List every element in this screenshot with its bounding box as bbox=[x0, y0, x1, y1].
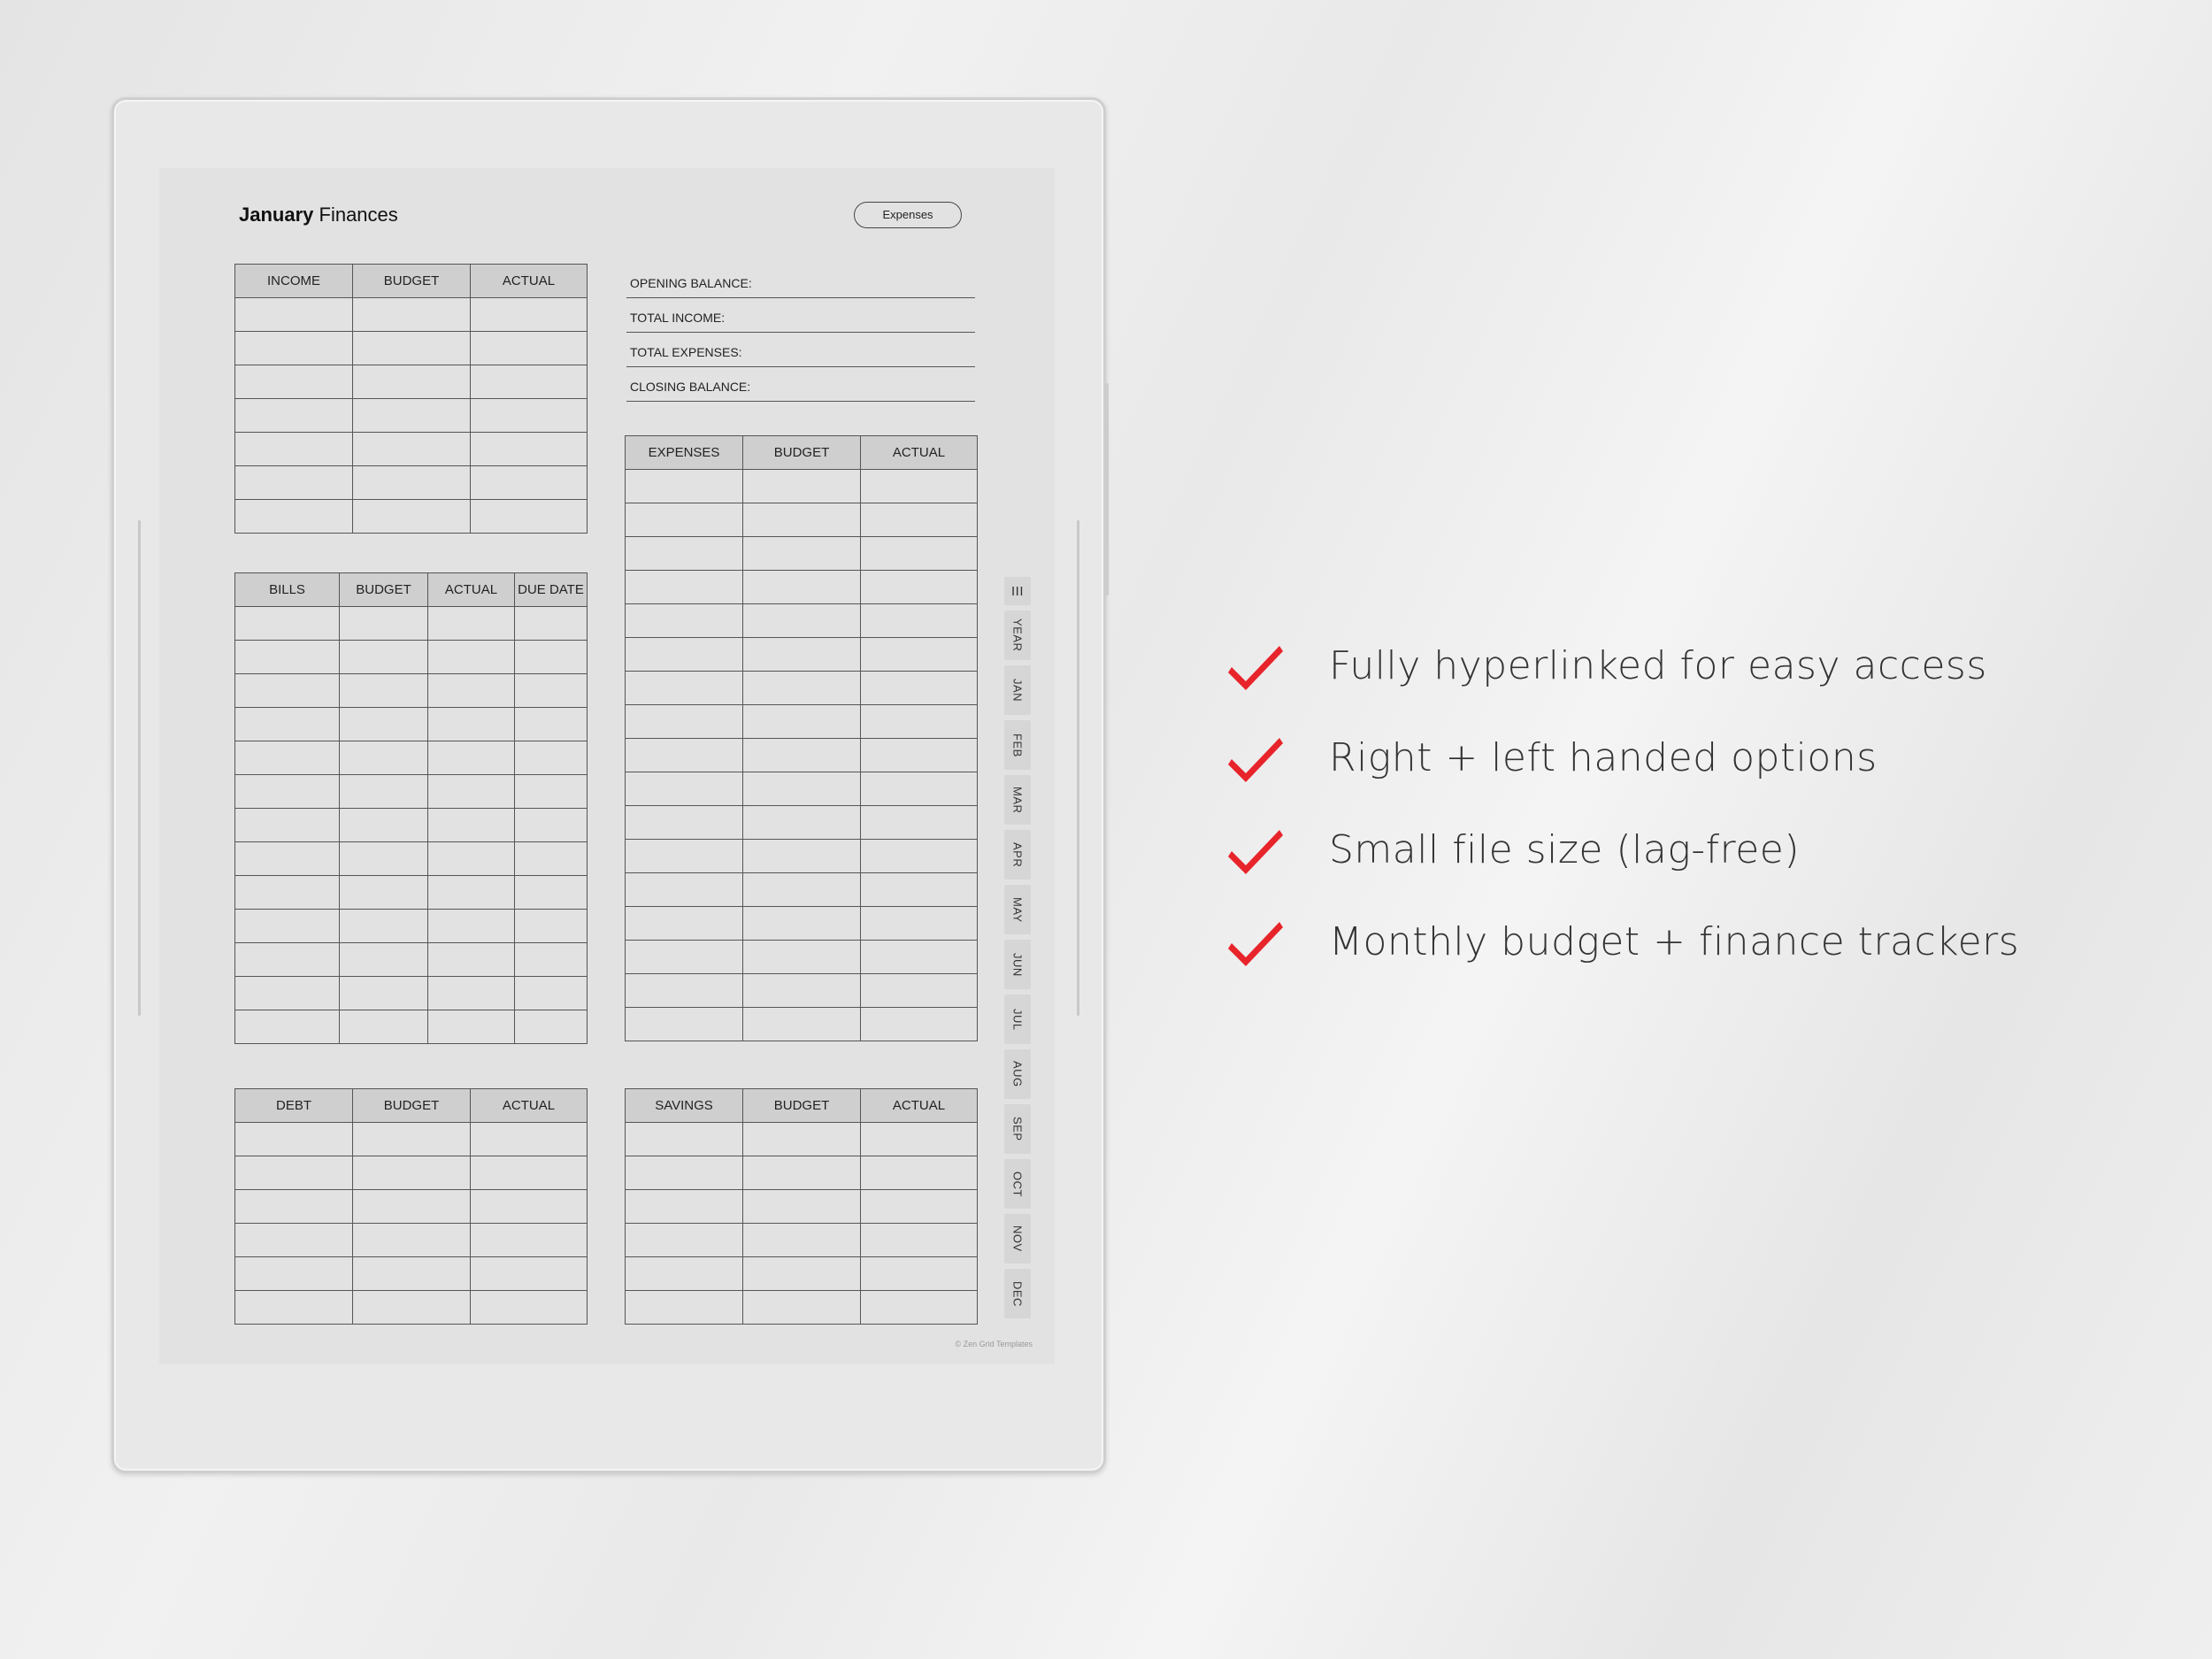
entry-cell[interactable] bbox=[626, 571, 743, 604]
table-row bbox=[626, 840, 978, 873]
month-tab-oct[interactable] bbox=[1004, 1159, 1031, 1209]
entry-cell[interactable] bbox=[471, 332, 588, 365]
planner-page bbox=[159, 168, 1055, 1364]
entry-cell[interactable] bbox=[626, 772, 743, 806]
tab-label: OCT bbox=[1010, 1171, 1025, 1197]
entry-cell[interactable] bbox=[471, 1156, 588, 1190]
entry-cell[interactable] bbox=[626, 1190, 743, 1224]
entry-cell[interactable] bbox=[235, 1291, 353, 1325]
entry-cell[interactable] bbox=[626, 873, 743, 907]
tab-label: MAY bbox=[1010, 896, 1025, 923]
entry-cell[interactable] bbox=[340, 910, 428, 943]
month-tab-jul[interactable] bbox=[1004, 995, 1031, 1044]
feature-item bbox=[1228, 711, 2019, 803]
entry-cell[interactable] bbox=[353, 1257, 471, 1291]
entry-cell[interactable] bbox=[743, 840, 861, 873]
entry-cell[interactable] bbox=[861, 537, 978, 571]
table-row bbox=[235, 708, 588, 741]
table-row bbox=[626, 907, 978, 941]
entry-cell[interactable] bbox=[626, 604, 743, 638]
feature-text: Small file size (lag-free) bbox=[1329, 826, 1801, 872]
entry-cell[interactable] bbox=[861, 672, 978, 705]
entry-cell[interactable] bbox=[626, 470, 743, 503]
tab-label: DEC bbox=[1010, 1280, 1025, 1307]
entry-cell[interactable] bbox=[235, 641, 340, 674]
table-row bbox=[626, 537, 978, 571]
entry-cell[interactable] bbox=[353, 332, 471, 365]
entry-cell[interactable] bbox=[743, 873, 861, 907]
entry-cell[interactable] bbox=[626, 840, 743, 873]
table-row bbox=[235, 977, 588, 1010]
entry-cell[interactable] bbox=[340, 842, 428, 876]
device-edge-right bbox=[1077, 520, 1079, 1016]
table-row bbox=[626, 806, 978, 840]
entry-cell[interactable] bbox=[235, 1257, 353, 1291]
entry-cell[interactable] bbox=[235, 775, 340, 809]
entry-cell[interactable] bbox=[861, 907, 978, 941]
entry-cell[interactable] bbox=[235, 466, 353, 500]
table-row bbox=[626, 604, 978, 638]
entry-cell[interactable] bbox=[861, 873, 978, 907]
entry-cell[interactable] bbox=[743, 571, 861, 604]
entry-cell[interactable] bbox=[626, 941, 743, 974]
column-header: BUDGET bbox=[743, 1089, 861, 1123]
tab-label: FEB bbox=[1010, 733, 1025, 757]
entry-cell[interactable] bbox=[626, 1123, 743, 1156]
entry-cell[interactable] bbox=[428, 674, 515, 708]
entry-cell[interactable] bbox=[235, 1156, 353, 1190]
entry-cell[interactable] bbox=[626, 974, 743, 1008]
entry-cell[interactable] bbox=[353, 1224, 471, 1257]
entry-cell[interactable] bbox=[471, 1190, 588, 1224]
device-edge-left bbox=[138, 520, 141, 1016]
income-table bbox=[234, 264, 588, 534]
entry-cell[interactable] bbox=[861, 503, 978, 537]
month-tab-nov[interactable] bbox=[1004, 1214, 1031, 1263]
table-row bbox=[626, 1291, 978, 1325]
checkmark-icon bbox=[1228, 733, 1283, 782]
month-tab-mar[interactable] bbox=[1004, 775, 1031, 825]
entry-cell[interactable] bbox=[861, 1224, 978, 1257]
entry-cell[interactable] bbox=[428, 842, 515, 876]
entry-cell[interactable] bbox=[428, 775, 515, 809]
column-header: SAVINGS bbox=[626, 1089, 743, 1123]
entry-cell[interactable] bbox=[743, 1190, 861, 1224]
table-row bbox=[235, 607, 588, 641]
entry-cell[interactable] bbox=[235, 365, 353, 399]
checkmark-icon bbox=[1228, 641, 1283, 690]
entry-cell[interactable] bbox=[340, 977, 428, 1010]
entry-cell[interactable] bbox=[515, 977, 588, 1010]
entry-cell[interactable] bbox=[861, 604, 978, 638]
month-tab-dec[interactable] bbox=[1004, 1269, 1031, 1318]
entry-cell[interactable] bbox=[743, 1123, 861, 1156]
entry-cell[interactable] bbox=[471, 1224, 588, 1257]
entry-cell[interactable] bbox=[235, 500, 353, 534]
table-row bbox=[626, 772, 978, 806]
entry-cell[interactable] bbox=[353, 399, 471, 433]
entry-cell[interactable] bbox=[861, 840, 978, 873]
entry-cell[interactable] bbox=[861, 1190, 978, 1224]
entry-cell[interactable] bbox=[626, 907, 743, 941]
table-row bbox=[235, 674, 588, 708]
entry-cell[interactable] bbox=[515, 708, 588, 741]
entry-cell[interactable] bbox=[235, 910, 340, 943]
feature-item bbox=[1228, 895, 2019, 987]
entry-cell[interactable] bbox=[626, 806, 743, 840]
table-row bbox=[626, 705, 978, 739]
checkmark-icon bbox=[1228, 825, 1283, 874]
entry-cell[interactable] bbox=[861, 739, 978, 772]
device-side-button bbox=[1104, 383, 1109, 595]
entry-cell[interactable] bbox=[471, 298, 588, 332]
tab-label: JUL bbox=[1010, 1008, 1025, 1031]
table-row bbox=[235, 298, 588, 332]
table-row bbox=[235, 466, 588, 500]
table-row bbox=[235, 399, 588, 433]
entry-cell[interactable] bbox=[353, 1156, 471, 1190]
entry-cell[interactable] bbox=[235, 1123, 353, 1156]
entry-cell[interactable] bbox=[235, 399, 353, 433]
month-tabs bbox=[1004, 577, 1033, 1324]
column-header: INCOME bbox=[235, 265, 353, 298]
entry-cell[interactable] bbox=[743, 470, 861, 503]
balance-row[interactable]: CLOSING BALANCE: bbox=[626, 367, 975, 402]
entry-cell[interactable] bbox=[340, 641, 428, 674]
entry-cell[interactable] bbox=[626, 503, 743, 537]
entry-cell[interactable] bbox=[626, 1257, 743, 1291]
table-row bbox=[235, 365, 588, 399]
table-row bbox=[626, 1257, 978, 1291]
table-row bbox=[626, 1190, 978, 1224]
table-row bbox=[626, 470, 978, 503]
tab-label: YEAR bbox=[1010, 618, 1025, 652]
entry-cell[interactable] bbox=[861, 772, 978, 806]
savings-table bbox=[625, 1088, 978, 1325]
feature-text: Fully hyperlinked for easy access bbox=[1329, 642, 1987, 688]
balance-row[interactable]: OPENING BALANCE: bbox=[626, 264, 975, 298]
entry-cell[interactable] bbox=[235, 1010, 340, 1044]
entry-cell[interactable] bbox=[743, 974, 861, 1008]
table-row bbox=[626, 974, 978, 1008]
entry-cell[interactable] bbox=[353, 500, 471, 534]
table-row bbox=[235, 1190, 588, 1224]
entry-cell[interactable] bbox=[743, 806, 861, 840]
tab-label: JUN bbox=[1010, 952, 1025, 977]
feature-item bbox=[1228, 803, 2019, 895]
month-tab-may[interactable] bbox=[1004, 885, 1031, 934]
table-row bbox=[235, 332, 588, 365]
tab-label: III bbox=[1010, 583, 1024, 599]
entry-cell[interactable] bbox=[353, 365, 471, 399]
entry-cell[interactable] bbox=[743, 1156, 861, 1190]
month-tab-jun[interactable] bbox=[1004, 940, 1031, 989]
entry-cell[interactable] bbox=[743, 1291, 861, 1325]
entry-cell[interactable] bbox=[861, 1156, 978, 1190]
entry-cell[interactable] bbox=[340, 607, 428, 641]
entry-cell[interactable] bbox=[743, 537, 861, 571]
table-row bbox=[626, 503, 978, 537]
entry-cell[interactable] bbox=[626, 739, 743, 772]
table-row bbox=[235, 1224, 588, 1257]
table-row bbox=[626, 1008, 978, 1041]
entry-cell[interactable] bbox=[471, 433, 588, 466]
entry-cell[interactable] bbox=[340, 775, 428, 809]
entry-cell[interactable] bbox=[515, 674, 588, 708]
tab-label: NOV bbox=[1010, 1225, 1025, 1252]
entry-cell[interactable] bbox=[861, 705, 978, 739]
entry-cell[interactable] bbox=[235, 1224, 353, 1257]
entry-cell[interactable] bbox=[340, 1010, 428, 1044]
entry-cell[interactable] bbox=[353, 298, 471, 332]
entry-cell[interactable] bbox=[471, 1123, 588, 1156]
table-row bbox=[626, 1156, 978, 1190]
page-title: January Finances bbox=[239, 204, 398, 226]
table-row bbox=[235, 809, 588, 842]
entry-cell[interactable] bbox=[515, 641, 588, 674]
month-tab-aug[interactable] bbox=[1004, 1049, 1031, 1099]
entry-cell[interactable] bbox=[471, 466, 588, 500]
entry-cell[interactable] bbox=[743, 1224, 861, 1257]
month-tab-year[interactable] bbox=[1004, 611, 1031, 660]
table-row bbox=[626, 571, 978, 604]
entry-cell[interactable] bbox=[471, 399, 588, 433]
feature-text: Right + left handed options bbox=[1329, 734, 1878, 780]
entry-cell[interactable] bbox=[235, 977, 340, 1010]
entry-cell[interactable] bbox=[340, 741, 428, 775]
entry-cell[interactable] bbox=[235, 298, 353, 332]
tab-label: APR bbox=[1010, 841, 1025, 868]
entry-cell[interactable] bbox=[515, 775, 588, 809]
entry-cell[interactable] bbox=[235, 842, 340, 876]
entry-cell[interactable] bbox=[626, 1224, 743, 1257]
entry-cell[interactable] bbox=[743, 705, 861, 739]
entry-cell[interactable] bbox=[471, 1257, 588, 1291]
debt-table bbox=[234, 1088, 588, 1325]
entry-cell[interactable] bbox=[235, 1190, 353, 1224]
column-header: DEBT bbox=[235, 1089, 353, 1123]
column-header: BILLS bbox=[235, 573, 340, 607]
entry-cell[interactable] bbox=[861, 571, 978, 604]
entry-cell[interactable] bbox=[861, 1257, 978, 1291]
entry-cell[interactable] bbox=[340, 876, 428, 910]
entry-cell[interactable] bbox=[861, 941, 978, 974]
column-header: ACTUAL bbox=[471, 1089, 588, 1123]
entry-cell[interactable] bbox=[861, 1008, 978, 1041]
entry-cell[interactable] bbox=[861, 806, 978, 840]
month-tab-apr[interactable] bbox=[1004, 830, 1031, 879]
entry-cell[interactable] bbox=[235, 708, 340, 741]
entry-cell[interactable] bbox=[428, 641, 515, 674]
menu-tab[interactable] bbox=[1004, 577, 1031, 605]
column-header: DUE DATE bbox=[515, 573, 588, 607]
table-row bbox=[235, 775, 588, 809]
entry-cell[interactable] bbox=[428, 876, 515, 910]
entry-cell[interactable] bbox=[743, 604, 861, 638]
entry-cell[interactable] bbox=[353, 1190, 471, 1224]
entry-cell[interactable] bbox=[340, 674, 428, 708]
entry-cell[interactable] bbox=[428, 1010, 515, 1044]
column-header: ACTUAL bbox=[471, 265, 588, 298]
entry-cell[interactable] bbox=[743, 907, 861, 941]
entry-cell[interactable] bbox=[861, 1123, 978, 1156]
column-header: BUDGET bbox=[340, 573, 428, 607]
entry-cell[interactable] bbox=[626, 1008, 743, 1041]
table-row bbox=[626, 672, 978, 705]
entry-cell[interactable] bbox=[861, 974, 978, 1008]
table-row bbox=[235, 641, 588, 674]
tab-label: JAN bbox=[1010, 678, 1025, 703]
column-header: BUDGET bbox=[743, 436, 861, 470]
entry-cell[interactable] bbox=[515, 1010, 588, 1044]
table-row bbox=[235, 500, 588, 534]
table-row bbox=[626, 941, 978, 974]
column-header: BUDGET bbox=[353, 1089, 471, 1123]
entry-cell[interactable] bbox=[235, 741, 340, 775]
table-row bbox=[235, 741, 588, 775]
month-tab-feb[interactable] bbox=[1004, 720, 1031, 770]
entry-cell[interactable] bbox=[743, 1257, 861, 1291]
entry-cell[interactable] bbox=[515, 809, 588, 842]
table-row bbox=[235, 1010, 588, 1044]
entry-cell[interactable] bbox=[626, 638, 743, 672]
entry-cell[interactable] bbox=[428, 708, 515, 741]
column-header: ACTUAL bbox=[861, 1089, 978, 1123]
entry-cell[interactable] bbox=[515, 741, 588, 775]
entry-cell[interactable] bbox=[353, 1123, 471, 1156]
entry-cell[interactable] bbox=[235, 332, 353, 365]
entry-cell[interactable] bbox=[861, 470, 978, 503]
entry-cell[interactable] bbox=[235, 809, 340, 842]
table-row bbox=[235, 943, 588, 977]
table-row bbox=[626, 1224, 978, 1257]
bills-table bbox=[234, 572, 588, 1044]
entry-cell[interactable] bbox=[515, 943, 588, 977]
entry-cell[interactable] bbox=[743, 672, 861, 705]
entry-cell[interactable] bbox=[743, 638, 861, 672]
table-row bbox=[235, 1291, 588, 1325]
balance-row[interactable]: TOTAL EXPENSES: bbox=[626, 333, 975, 367]
checkmark-icon bbox=[1228, 917, 1283, 966]
tab-label: MAR bbox=[1010, 786, 1025, 814]
entry-cell[interactable] bbox=[515, 876, 588, 910]
feature-list bbox=[1228, 619, 2019, 987]
tab-label: SEP bbox=[1010, 1117, 1025, 1141]
entry-cell[interactable] bbox=[515, 910, 588, 943]
entry-cell[interactable] bbox=[340, 708, 428, 741]
entry-cell[interactable] bbox=[471, 500, 588, 534]
entry-cell[interactable] bbox=[353, 1291, 471, 1325]
entry-cell[interactable] bbox=[428, 607, 515, 641]
entry-cell[interactable] bbox=[743, 772, 861, 806]
table-row bbox=[235, 433, 588, 466]
table-row bbox=[626, 638, 978, 672]
table-row bbox=[235, 1257, 588, 1291]
table-row bbox=[626, 1123, 978, 1156]
entry-cell[interactable] bbox=[428, 910, 515, 943]
entry-cell[interactable] bbox=[626, 672, 743, 705]
entry-cell[interactable] bbox=[340, 809, 428, 842]
feature-item bbox=[1228, 619, 2019, 711]
table-row bbox=[626, 739, 978, 772]
entry-cell[interactable] bbox=[428, 809, 515, 842]
table-row bbox=[235, 1123, 588, 1156]
entry-cell[interactable] bbox=[515, 607, 588, 641]
feature-text: Monthly budget + finance trackers bbox=[1329, 918, 2020, 964]
entry-cell[interactable] bbox=[428, 943, 515, 977]
tab-label: AUG bbox=[1010, 1061, 1025, 1087]
entry-cell[interactable] bbox=[235, 674, 340, 708]
table-row bbox=[235, 910, 588, 943]
expenses-table bbox=[625, 435, 978, 1041]
entry-cell[interactable] bbox=[353, 466, 471, 500]
entry-cell[interactable] bbox=[861, 1291, 978, 1325]
entry-cell[interactable] bbox=[743, 941, 861, 974]
column-header: ACTUAL bbox=[428, 573, 515, 607]
table-row bbox=[626, 873, 978, 907]
entry-cell[interactable] bbox=[626, 537, 743, 571]
entry-cell[interactable] bbox=[743, 503, 861, 537]
entry-cell[interactable] bbox=[743, 1008, 861, 1041]
entry-cell[interactable] bbox=[428, 741, 515, 775]
entry-cell[interactable] bbox=[743, 739, 861, 772]
month-tab-jan[interactable] bbox=[1004, 665, 1031, 715]
entry-cell[interactable] bbox=[515, 842, 588, 876]
table-row bbox=[235, 842, 588, 876]
month-tab-sep[interactable] bbox=[1004, 1104, 1031, 1154]
entry-cell[interactable] bbox=[340, 943, 428, 977]
entry-cell[interactable] bbox=[861, 638, 978, 672]
entry-cell[interactable] bbox=[428, 977, 515, 1010]
entry-cell[interactable] bbox=[235, 876, 340, 910]
table-row bbox=[235, 1156, 588, 1190]
balance-summary bbox=[626, 264, 975, 402]
entry-cell[interactable] bbox=[626, 705, 743, 739]
column-header: EXPENSES bbox=[626, 436, 743, 470]
entry-cell[interactable] bbox=[471, 365, 588, 399]
entry-cell[interactable] bbox=[235, 943, 340, 977]
entry-cell[interactable] bbox=[471, 1291, 588, 1325]
copyright-text: © Zen Grid Templates bbox=[955, 1340, 1033, 1348]
entry-cell[interactable] bbox=[626, 1291, 743, 1325]
column-header: ACTUAL bbox=[861, 436, 978, 470]
entry-cell[interactable] bbox=[626, 1156, 743, 1190]
balance-row[interactable]: TOTAL INCOME: bbox=[626, 298, 975, 333]
entry-cell[interactable] bbox=[235, 433, 353, 466]
expenses-link-button[interactable]: Expenses bbox=[854, 202, 962, 228]
column-header: BUDGET bbox=[353, 265, 471, 298]
table-row bbox=[235, 876, 588, 910]
entry-cell[interactable] bbox=[353, 433, 471, 466]
entry-cell[interactable] bbox=[235, 607, 340, 641]
